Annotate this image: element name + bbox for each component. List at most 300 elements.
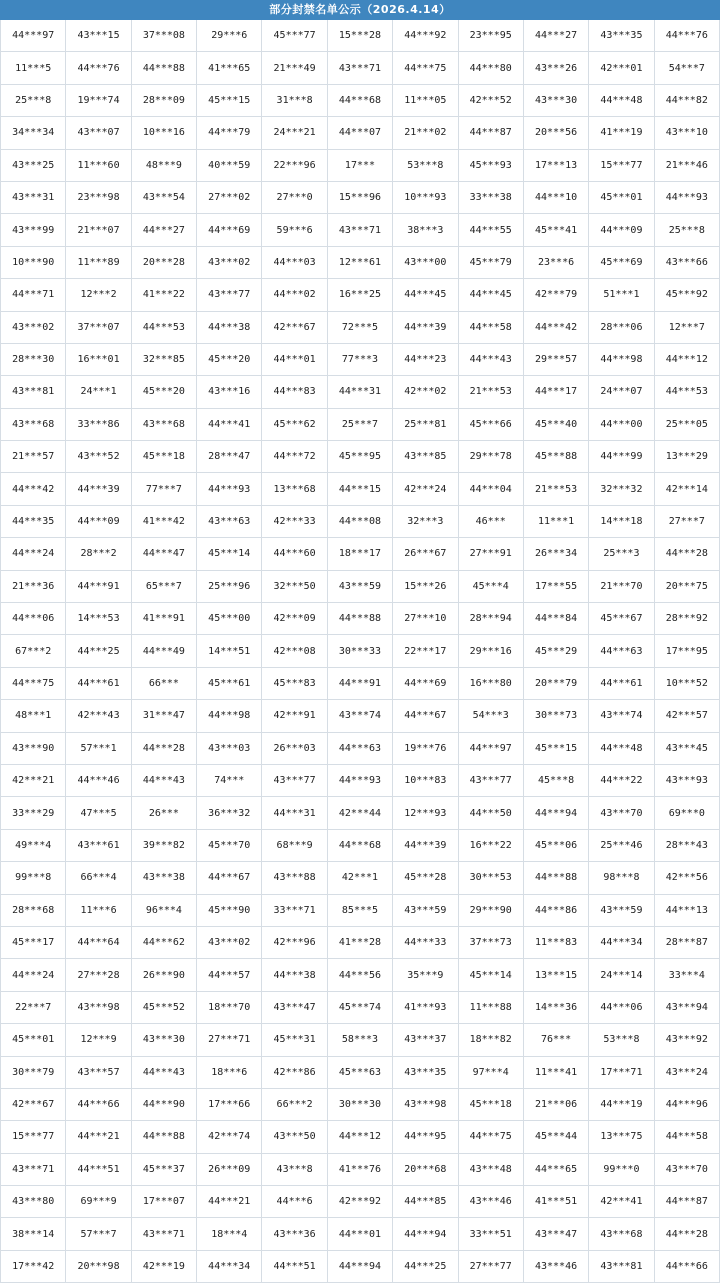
table-row [1, 343, 720, 375]
table-cell: 53***8 [589, 1024, 654, 1056]
table-cell: 44***55 [458, 214, 523, 246]
table-cell: 39***82 [131, 829, 196, 861]
table-cell: 21***49 [262, 52, 327, 84]
table-row [1, 1056, 720, 1088]
table-row [1, 408, 720, 440]
table-row [1, 311, 720, 343]
table-cell: 41***28 [327, 926, 392, 958]
table-cell: 29***16 [458, 635, 523, 667]
table-cell: 44***25 [393, 1250, 458, 1282]
table-cell: 14***18 [589, 505, 654, 537]
table-cell: 77***7 [131, 473, 196, 505]
table-cell: 15***26 [393, 570, 458, 602]
table-cell: 43***74 [589, 700, 654, 732]
table-cell: 45***18 [131, 441, 196, 473]
table-cell: 44***58 [654, 1121, 719, 1153]
table-cell: 15***96 [327, 181, 392, 213]
table-cell: 11***88 [458, 991, 523, 1023]
table-cell: 30***53 [458, 862, 523, 894]
table-cell: 42***79 [523, 279, 588, 311]
table-cell: 44***31 [262, 797, 327, 829]
table-cell: 25***46 [589, 829, 654, 861]
table-cell: 26***09 [197, 1153, 262, 1185]
table-cell: 44***49 [131, 635, 196, 667]
table-cell: 25***96 [197, 570, 262, 602]
table-cell: 44***88 [523, 862, 588, 894]
table-cell: 44***87 [458, 117, 523, 149]
table-cell: 44***65 [523, 1153, 588, 1185]
table-row [1, 764, 720, 796]
table-row [1, 52, 720, 84]
table-cell: 53***8 [393, 149, 458, 181]
table-cell: 45***83 [262, 667, 327, 699]
table-cell: 43***92 [654, 1024, 719, 1056]
table-cell: 42***14 [654, 473, 719, 505]
table-cell: 44***56 [327, 959, 392, 991]
table-cell: 29***78 [458, 441, 523, 473]
table-cell: 19***74 [66, 84, 131, 116]
table-cell: 17***71 [589, 1056, 654, 1088]
table-cell: 72***5 [327, 311, 392, 343]
table-cell: 43***71 [1, 1153, 66, 1185]
table-cell: 42***33 [262, 505, 327, 537]
table-cell: 45***29 [523, 635, 588, 667]
table-cell: 45***93 [458, 149, 523, 181]
table-cell: 43***66 [654, 246, 719, 278]
table-cell: 44***19 [589, 1088, 654, 1120]
table-cell: 44***85 [393, 1186, 458, 1218]
table-cell: 44***66 [654, 1250, 719, 1282]
table-cell: 25***05 [654, 408, 719, 440]
table-cell: 30***30 [327, 1088, 392, 1120]
table-cell: 44***88 [131, 52, 196, 84]
table-cell: 45***01 [589, 181, 654, 213]
table-cell: 65***7 [131, 570, 196, 602]
table-cell: 44***96 [654, 1088, 719, 1120]
table-cell: 42***21 [1, 764, 66, 796]
table-cell: 40***59 [197, 149, 262, 181]
table-cell: 44***35 [1, 505, 66, 537]
table-cell: 48***1 [1, 700, 66, 732]
table-cell: 37***07 [66, 311, 131, 343]
table-cell: 43***48 [458, 1153, 523, 1185]
table-cell: 44***39 [66, 473, 131, 505]
table-cell: 32***32 [589, 473, 654, 505]
table-cell: 43***37 [393, 1024, 458, 1056]
table-cell: 44***42 [523, 311, 588, 343]
table-cell: 43***88 [262, 862, 327, 894]
table-cell: 30***73 [523, 700, 588, 732]
table-cell: 27***91 [458, 538, 523, 570]
table-cell: 44***66 [66, 1088, 131, 1120]
table-cell: 43***24 [654, 1056, 719, 1088]
table-cell: 45***01 [1, 1024, 66, 1056]
table-cell: 45***06 [523, 829, 588, 861]
table-cell: 43***61 [66, 829, 131, 861]
table-cell: 43***52 [66, 441, 131, 473]
table-cell: 44***46 [66, 764, 131, 796]
table-cell: 33***38 [458, 181, 523, 213]
table-cell: 43***70 [589, 797, 654, 829]
table-cell: 33***51 [458, 1218, 523, 1250]
table-cell: 43***45 [654, 732, 719, 764]
table-row [1, 1218, 720, 1250]
table-cell: 11***83 [523, 926, 588, 958]
table-cell: 44***17 [523, 376, 588, 408]
table-cell: 41***51 [523, 1186, 588, 1218]
table-cell: 85***5 [327, 894, 392, 926]
table-cell: 45***15 [523, 732, 588, 764]
table-cell: 36***32 [197, 797, 262, 829]
table-cell: 27***77 [458, 1250, 523, 1282]
table-cell: 12***2 [66, 279, 131, 311]
table-cell: 44***98 [589, 343, 654, 375]
table-cell: 28***09 [131, 84, 196, 116]
table-cell: 45***90 [197, 894, 262, 926]
table-cell: 44***53 [654, 376, 719, 408]
table-row [1, 1088, 720, 1120]
table-cell: 44***10 [523, 181, 588, 213]
table-cell: 44***50 [458, 797, 523, 829]
table-cell: 25***8 [1, 84, 66, 116]
table-cell: 44***39 [393, 311, 458, 343]
table-cell: 17*** [327, 149, 392, 181]
table-cell: 19***76 [393, 732, 458, 764]
table-cell: 44***28 [131, 732, 196, 764]
table-row [1, 214, 720, 246]
table-cell: 44***07 [327, 117, 392, 149]
table-cell: 42***08 [262, 635, 327, 667]
table-cell: 15***28 [327, 20, 392, 52]
table-cell: 44***68 [327, 829, 392, 861]
table-cell: 17***07 [131, 1186, 196, 1218]
table-cell: 11***41 [523, 1056, 588, 1088]
table-row [1, 635, 720, 667]
table-row [1, 959, 720, 991]
table-cell: 66*** [131, 667, 196, 699]
table-cell: 44***01 [327, 1218, 392, 1250]
table-cell: 44***03 [262, 246, 327, 278]
table-cell: 34***34 [1, 117, 66, 149]
table-cell: 28***43 [654, 829, 719, 861]
table-cell: 41***93 [393, 991, 458, 1023]
table-cell: 44***02 [262, 279, 327, 311]
table-cell: 44***27 [523, 20, 588, 52]
table-row [1, 1024, 720, 1056]
table-cell: 44***79 [197, 117, 262, 149]
table-cell: 28***87 [654, 926, 719, 958]
table-cell: 24***14 [589, 959, 654, 991]
table-cell: 14***36 [523, 991, 588, 1023]
table-cell: 13***75 [589, 1121, 654, 1153]
table-cell: 44***12 [654, 343, 719, 375]
table-cell: 44***91 [66, 570, 131, 602]
table-cell: 59***6 [262, 214, 327, 246]
table-cell: 26*** [131, 797, 196, 829]
table-cell: 44***62 [131, 926, 196, 958]
table-row [1, 441, 720, 473]
table-row [1, 117, 720, 149]
table-cell: 44***43 [131, 1056, 196, 1088]
table-row [1, 376, 720, 408]
table-cell: 14***53 [66, 603, 131, 635]
table-cell: 20***79 [523, 667, 588, 699]
table-cell: 16***22 [458, 829, 523, 861]
table-cell: 44***48 [589, 732, 654, 764]
table-cell: 43***80 [1, 1186, 66, 1218]
table-cell: 28***2 [66, 538, 131, 570]
table-cell: 99***8 [1, 862, 66, 894]
table-row [1, 1121, 720, 1153]
table-cell: 74*** [197, 764, 262, 796]
table-cell: 45***18 [458, 1088, 523, 1120]
table-cell: 44***61 [589, 667, 654, 699]
table-cell: 26***03 [262, 732, 327, 764]
table-cell: 44***88 [131, 1121, 196, 1153]
table-cell: 43***54 [131, 181, 196, 213]
table-cell: 98***8 [589, 862, 654, 894]
table-cell: 42***74 [197, 1121, 262, 1153]
table-cell: 44***99 [589, 441, 654, 473]
table-cell: 44***21 [66, 1121, 131, 1153]
table-cell: 27***0 [262, 181, 327, 213]
table-cell: 28***30 [1, 343, 66, 375]
table-cell: 17***95 [654, 635, 719, 667]
table-cell: 43***93 [654, 764, 719, 796]
table-cell: 45***62 [262, 408, 327, 440]
table-cell: 43***77 [197, 279, 262, 311]
table-row [1, 894, 720, 926]
table-cell: 44***28 [654, 538, 719, 570]
table-cell: 44***76 [66, 52, 131, 84]
table-cell: 41***19 [589, 117, 654, 149]
table-cell: 41***76 [327, 1153, 392, 1185]
table-cell: 12***9 [66, 1024, 131, 1056]
table-cell: 44***38 [262, 959, 327, 991]
table-cell: 44***13 [654, 894, 719, 926]
table-cell: 45***28 [393, 862, 458, 894]
table-cell: 44***64 [66, 926, 131, 958]
table-cell: 11***60 [66, 149, 131, 181]
table-cell: 45***4 [458, 570, 523, 602]
table-row [1, 1153, 720, 1185]
table-cell: 10***93 [393, 181, 458, 213]
table-cell: 41***91 [131, 603, 196, 635]
table-cell: 45***61 [197, 667, 262, 699]
table-cell: 21***57 [1, 441, 66, 473]
table-cell: 67***2 [1, 635, 66, 667]
table-cell: 21***53 [458, 376, 523, 408]
table-cell: 22***96 [262, 149, 327, 181]
table-cell: 28***92 [654, 603, 719, 635]
table-cell: 42***01 [589, 52, 654, 84]
table-cell: 44***42 [1, 473, 66, 505]
table-cell: 44***06 [1, 603, 66, 635]
ban-list-table [0, 20, 720, 1283]
table-row [1, 570, 720, 602]
table-cell: 17***13 [523, 149, 588, 181]
table-cell: 11***1 [523, 505, 588, 537]
table-cell: 44***34 [589, 926, 654, 958]
table-cell: 12***93 [393, 797, 458, 829]
table-cell: 43***26 [523, 52, 588, 84]
table-cell: 44***86 [523, 894, 588, 926]
table-cell: 58***3 [327, 1024, 392, 1056]
table-cell: 45***15 [197, 84, 262, 116]
table-cell: 44***93 [654, 181, 719, 213]
table-row [1, 667, 720, 699]
table-cell: 43***85 [393, 441, 458, 473]
table-cell: 15***77 [589, 149, 654, 181]
table-cell: 33***29 [1, 797, 66, 829]
table-cell: 38***3 [393, 214, 458, 246]
table-cell: 42***67 [262, 311, 327, 343]
table-cell: 44***87 [654, 1186, 719, 1218]
table-cell: 49***4 [1, 829, 66, 861]
table-cell: 43***94 [654, 991, 719, 1023]
table-cell: 44***94 [327, 1250, 392, 1282]
table-cell: 44***09 [589, 214, 654, 246]
table-row [1, 862, 720, 894]
table-cell: 45***77 [262, 20, 327, 52]
table-cell: 43***31 [1, 181, 66, 213]
table-cell: 69***0 [654, 797, 719, 829]
table-cell: 11***6 [66, 894, 131, 926]
table-row [1, 991, 720, 1023]
table-cell: 43***02 [197, 926, 262, 958]
table-cell: 44***83 [262, 376, 327, 408]
table-cell: 66***2 [262, 1088, 327, 1120]
table-cell: 45***67 [589, 603, 654, 635]
table-cell: 28***47 [197, 441, 262, 473]
table-cell: 45***70 [197, 829, 262, 861]
table-cell: 27***71 [197, 1024, 262, 1056]
table-cell: 44***09 [66, 505, 131, 537]
table-cell: 47***5 [66, 797, 131, 829]
table-cell: 45***20 [131, 376, 196, 408]
table-cell: 43***70 [654, 1153, 719, 1185]
table-cell: 43***25 [1, 149, 66, 181]
table-cell: 42***92 [327, 1186, 392, 1218]
table-cell: 45***20 [197, 343, 262, 375]
table-cell: 13***15 [523, 959, 588, 991]
table-cell: 42***09 [262, 603, 327, 635]
table-cell: 44***43 [458, 343, 523, 375]
table-cell: 44***01 [262, 343, 327, 375]
table-cell: 97***4 [458, 1056, 523, 1088]
table-cell: 18***82 [458, 1024, 523, 1056]
table-cell: 45***40 [523, 408, 588, 440]
table-cell: 21***46 [654, 149, 719, 181]
table-cell: 43***98 [66, 991, 131, 1023]
table-cell: 37***73 [458, 926, 523, 958]
table-cell: 44***80 [458, 52, 523, 84]
table-cell: 45***66 [458, 408, 523, 440]
table-cell: 43***81 [1, 376, 66, 408]
table-cell: 23***95 [458, 20, 523, 52]
table-cell: 44***93 [197, 473, 262, 505]
table-cell: 42***19 [131, 1250, 196, 1282]
table-cell: 44***45 [393, 279, 458, 311]
table-cell: 43***30 [523, 84, 588, 116]
table-cell: 44***33 [393, 926, 458, 958]
table-cell: 30***79 [1, 1056, 66, 1088]
table-cell: 43***47 [262, 991, 327, 1023]
table-cell: 69***9 [66, 1186, 131, 1218]
table-cell: 35***9 [393, 959, 458, 991]
table-cell: 44***92 [393, 20, 458, 52]
table-cell: 10***16 [131, 117, 196, 149]
table-cell: 42***96 [262, 926, 327, 958]
table-cell: 57***7 [66, 1218, 131, 1250]
table-cell: 42***24 [393, 473, 458, 505]
table-cell: 21***07 [66, 214, 131, 246]
table-cell: 76*** [523, 1024, 588, 1056]
table-cell: 66***4 [66, 862, 131, 894]
table-cell: 27***7 [654, 505, 719, 537]
table-cell: 43***77 [262, 764, 327, 796]
table-cell: 44***6 [262, 1186, 327, 1218]
table-cell: 29***90 [458, 894, 523, 926]
table-cell: 28***68 [1, 894, 66, 926]
table-cell: 44***95 [393, 1121, 458, 1153]
table-row [1, 926, 720, 958]
table-cell: 44***21 [197, 1186, 262, 1218]
table-cell: 44***48 [589, 84, 654, 116]
table-cell: 44***58 [458, 311, 523, 343]
table-cell: 43***8 [262, 1153, 327, 1185]
table-cell: 42***43 [66, 700, 131, 732]
table-cell: 27***02 [197, 181, 262, 213]
table-cell: 44***63 [589, 635, 654, 667]
table-cell: 42***52 [458, 84, 523, 116]
table-cell: 22***7 [1, 991, 66, 1023]
table-cell: 45***41 [523, 214, 588, 246]
table-cell: 45***44 [523, 1121, 588, 1153]
table-cell: 45***14 [458, 959, 523, 991]
table-cell: 21***02 [393, 117, 458, 149]
table-cell: 10***52 [654, 667, 719, 699]
table-cell: 44***51 [66, 1153, 131, 1185]
table-cell: 68***9 [262, 829, 327, 861]
table-cell: 44***68 [327, 84, 392, 116]
table-cell: 45***69 [589, 246, 654, 278]
table-cell: 43***46 [523, 1250, 588, 1282]
table-cell: 45***74 [327, 991, 392, 1023]
table-cell: 44***24 [1, 538, 66, 570]
table-row [1, 473, 720, 505]
table-cell: 37***08 [131, 20, 196, 52]
table-cell: 44***24 [1, 959, 66, 991]
table-cell: 41***65 [197, 52, 262, 84]
table-cell: 44***41 [197, 408, 262, 440]
table-cell: 43***10 [654, 117, 719, 149]
table-cell: 21***06 [523, 1088, 588, 1120]
table-cell: 44***27 [131, 214, 196, 246]
table-cell: 25***7 [327, 408, 392, 440]
table-cell: 44***69 [197, 214, 262, 246]
table-cell: 45***14 [197, 538, 262, 570]
table-cell: 16***01 [66, 343, 131, 375]
table-cell: 43***68 [589, 1218, 654, 1250]
table-cell: 51***1 [589, 279, 654, 311]
table-cell: 33***86 [66, 408, 131, 440]
table-cell: 44***94 [523, 797, 588, 829]
table-cell: 28***06 [589, 311, 654, 343]
table-cell: 44***28 [654, 1218, 719, 1250]
table-cell: 43***59 [589, 894, 654, 926]
table-cell: 43***68 [131, 408, 196, 440]
